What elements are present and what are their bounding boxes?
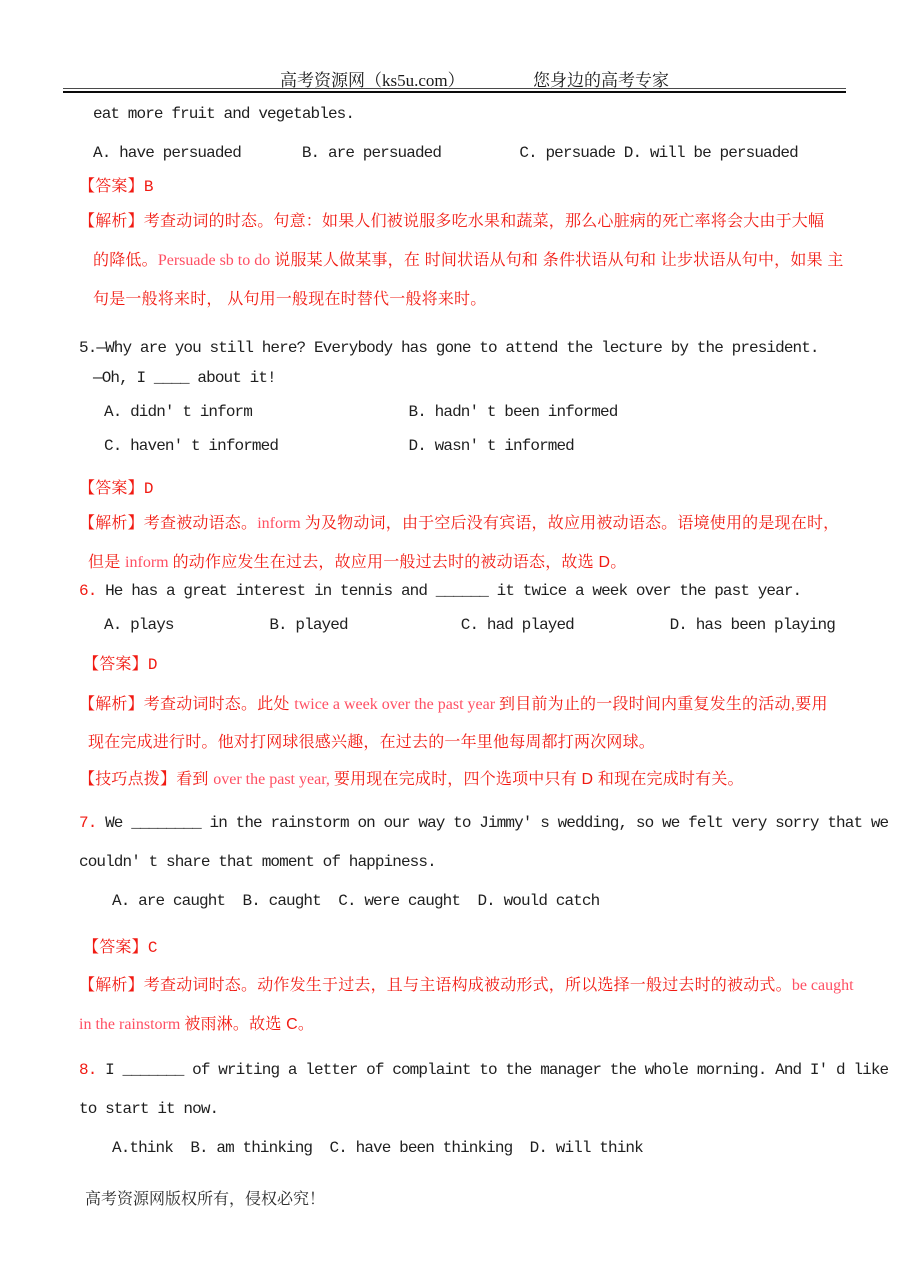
text-run: He has a great interest in tennis and ______ it twice a week over the past year. [105,582,802,600]
text-run: C. haven' t informed D. wasn' t informed [104,437,574,455]
text-run: 现在完成进行时。他对打网球很感兴趣，在过去的一年里他每周都打两次网球。 [88,734,656,751]
text-run: 6. [79,582,106,600]
text-run: D [147,656,157,674]
q8-stem-line-1 [79,1061,888,1079]
text-run: twice a week over the past year [294,696,500,713]
text-run: 【答案】 [83,656,148,673]
text-run: 【技巧点拨】看到 [79,771,214,788]
text-run: A. didn' t inform B. hadn' t been informed [104,403,618,421]
text-run: in the rainstorm [79,1016,185,1033]
text-run: 被雨淋。故选 C。 [184,1016,315,1033]
text-run: 要用现在完成时，四个选项中只有 D 和现在完成时有关。 [333,771,744,788]
text-run: 【答案】 [83,939,148,956]
q4-analysis-line-2 [93,252,844,270]
text-run: D [143,480,153,498]
q7-analysis-line-2 [79,1016,314,1034]
q4-analysis-line-3 [93,291,486,309]
text-run: 到目前为止的一段时间内重复发生的活动,要用 [499,696,828,713]
text-run: be caught [791,977,854,994]
header-divider [63,88,846,93]
q5-answer [79,480,153,498]
q4-options [93,144,798,162]
q7-stem-line-1 [79,814,888,832]
text-run: —Oh, I ____ about it! [93,369,276,387]
q6-analysis-line-1 [79,696,828,714]
text-run: A.think B. am thinking C. have been thinking D. will think [112,1139,643,1157]
text-run: A. plays B. played C. had played D. has been playing [104,616,835,634]
text-run: 句是一般将来时， 从句用一般现在时替代一般将来时。 [93,291,487,308]
q5-analysis-line-2 [88,554,626,572]
text-run: 【解析】考查动词的时态。句意：如果人们被说服多吃水果和蔬菜，那么心脏病的死亡率将会大由于大幅 [79,213,825,230]
text-run: 的动作应发生在过去，故应用一般过去时的被动语态，故选 D。 [172,554,627,571]
q8-options [112,1139,643,1157]
header-slogan: 您身边的高考专家 [533,71,669,90]
text-run: eat more fruit and vegetables. [93,105,355,123]
text-run: A. have persuaded B. are persuaded C. persuade D. will be persuaded [93,144,798,162]
q5-options-ab [104,403,617,421]
text-run: 为及物动词，由于空后没有宾语，故应用被动语态。语境使用的是现在时， [304,515,840,532]
text-run: couldn' t share that moment of happiness. [79,853,436,871]
text-run: 7. [79,814,106,832]
text-run: 【答案】 [79,178,144,195]
q6-tip [79,771,744,789]
q7-options [112,892,599,910]
text-run: 说服某人做某事，在 时间状语从句和 条件状语从句和 让步状语从句中，如果 主 [274,252,844,269]
q8-stem-line-2 [79,1100,218,1118]
q6-options [104,616,835,634]
text-run: Persuade sb to do [157,252,275,269]
text-run: 【解析】考查动词时态。此处 [79,696,295,713]
text-run: 的降低。 [93,252,158,269]
text-run: A. are caught B. caught C. were caught D. would catch [112,892,600,910]
text-run: over the past year, [213,771,334,788]
text-run: C [147,939,157,957]
q7-analysis-line-1 [79,977,854,995]
q4-analysis-line-1 [79,213,824,231]
footer-copyright: 高考资源网版权所有，侵权必究！ [85,1191,326,1208]
q6-answer [83,656,157,674]
q4-stem-tail [93,105,354,123]
q5-stem [79,339,819,357]
text-run: 【答案】 [79,480,144,497]
text-run: 但是 [88,554,126,571]
text-run: to start it now. [79,1100,219,1118]
text-run: We ________ in the rainstorm on our way to Jimmy' s wedding, so we felt very sorry that we [105,814,889,832]
text-run: B [143,178,153,196]
q7-stem-line-2 [79,853,436,871]
text-run: 【解析】考查被动语态。 [79,515,258,532]
q5-analysis-line-1 [79,515,839,533]
text-run: I _______ of writing a letter of complaint to the manager the whole morning. And I' d like [105,1061,889,1079]
q6-analysis-line-2 [88,734,655,752]
text-run: 【解析】考查动词时态。动作发生于过去，且与主语构成被动形式，所以选择一般过去时的被动式。 [79,977,792,994]
text-run: inform [257,515,305,532]
q5-options-cd [104,437,574,455]
q5-reply [93,369,276,387]
q6-stem [79,582,801,600]
header-site-name: 高考资源网（ks5u.com） [280,71,465,90]
q4-answer [79,178,153,196]
text-run: 8. [79,1061,106,1079]
q7-answer [83,939,157,957]
text-run: inform [125,554,173,571]
text-run: 5.—Why are you still here? Everybody has gone to attend the lecture by the president. [79,339,819,357]
